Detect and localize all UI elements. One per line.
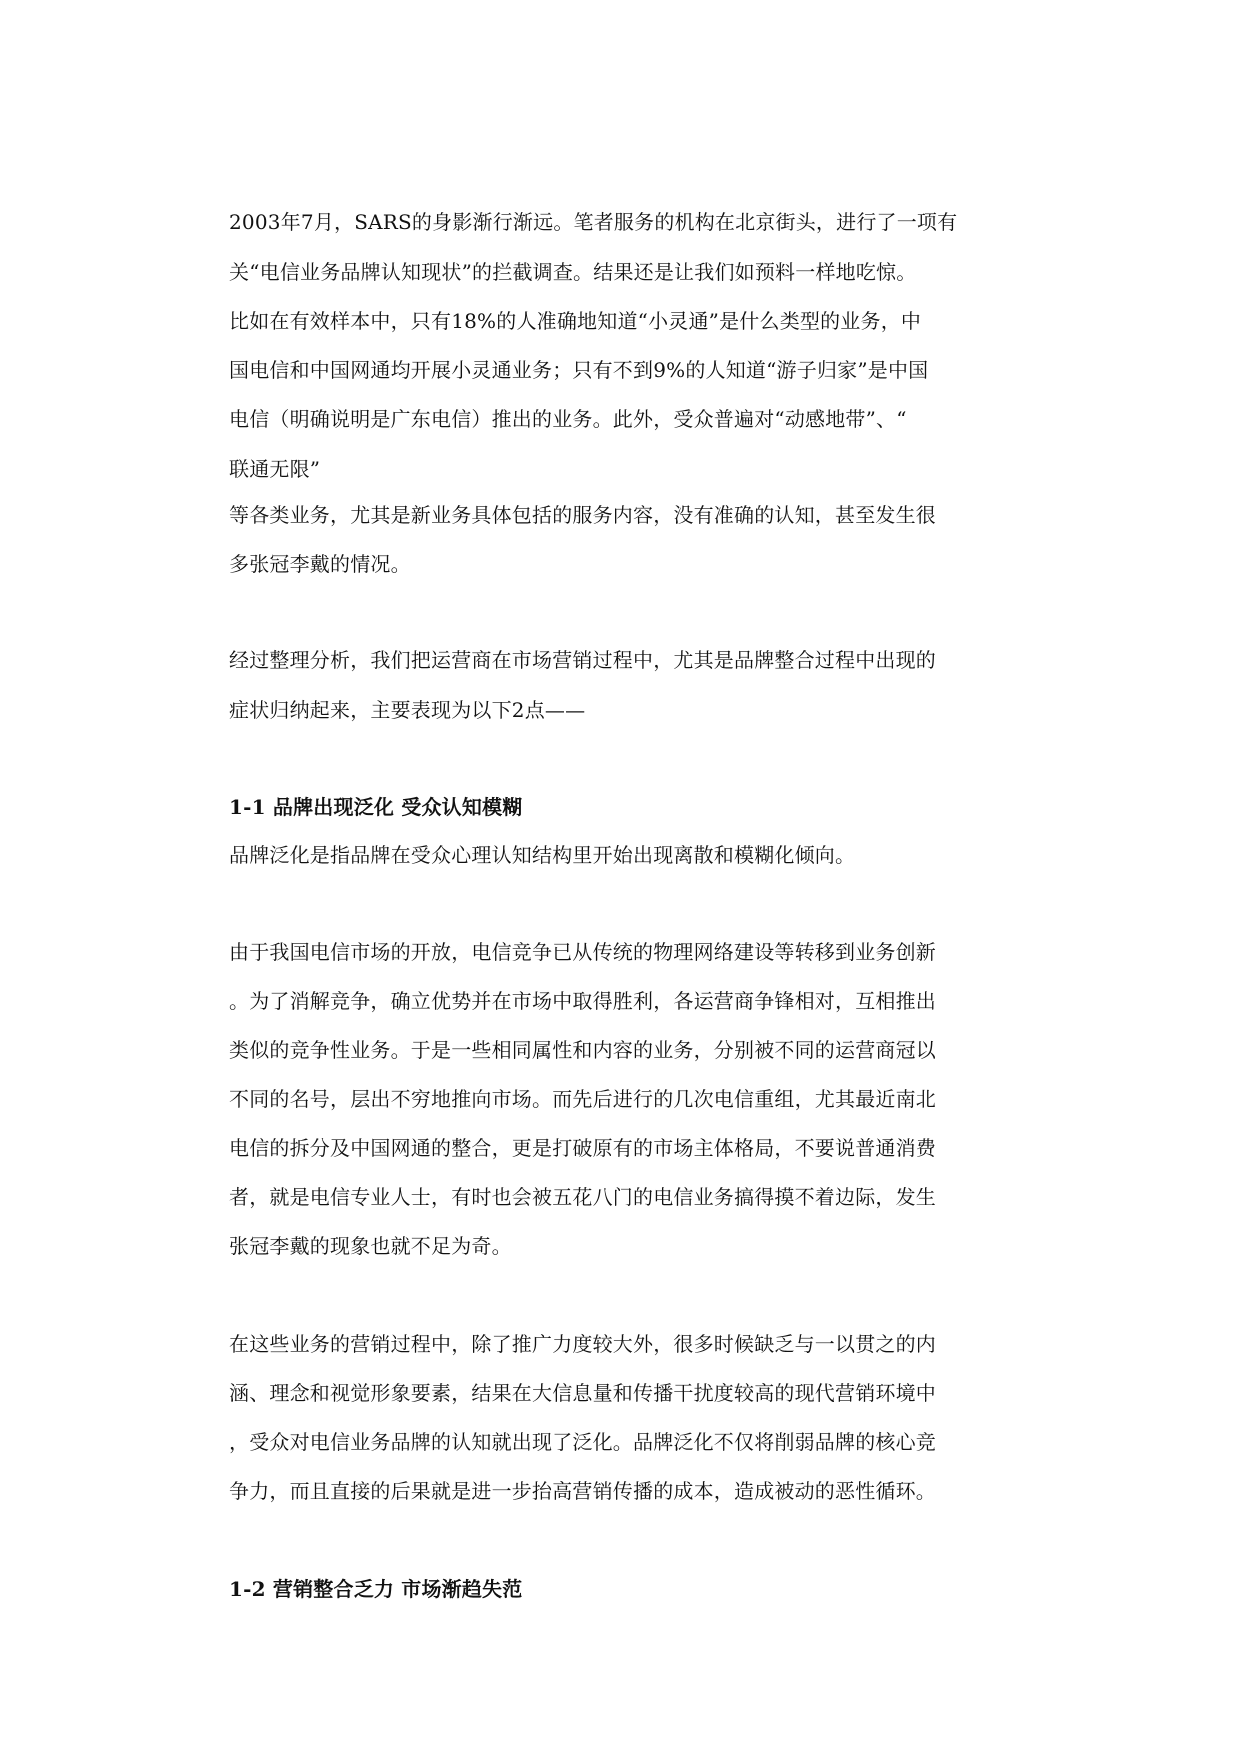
section-heading-1-1: 1-1 品牌出现泛化 受众认知模糊 bbox=[229, 795, 523, 819]
paragraph-4-line-2: 。为了消解竞争，确立优势并在市场中取得胜利，各运营商争锋相对，互相推出 bbox=[229, 989, 936, 1013]
paragraph-1-line-4: 国电信和中国网通均开展小灵通业务；只有不到9%的人知道“游子归家”是中国 bbox=[229, 358, 929, 382]
paragraph-3-line-1: 品牌泛化是指品牌在受众心理认知结构里开始出现离散和模糊化倾向。 bbox=[229, 843, 856, 867]
paragraph-1-line-6: 联通无限” bbox=[229, 457, 321, 481]
paragraph-2-line-1: 经过整理分析，我们把运营商在市场营销过程中，尤其是品牌整合过程中出现的 bbox=[229, 648, 936, 672]
section-heading-1-2: 1-2 营销整合乏力 市场渐趋失范 bbox=[229, 1577, 523, 1601]
paragraph-5-line-4: 争力，而且直接的后果就是进一步抬高营销传播的成本，造成被动的恶性循环。 bbox=[229, 1479, 936, 1503]
paragraph-1-line-8: 多张冠李戴的情况。 bbox=[229, 552, 411, 576]
paragraph-5-line-1: 在这些业务的营销过程中，除了推广力度较大外，很多时候缺乏与一以贯之的内 bbox=[229, 1332, 936, 1356]
paragraph-1-line-3: 比如在有效样本中，只有18%的人准确地知道“小灵通”是什么类型的业务，中 bbox=[229, 309, 922, 333]
paragraph-4-line-1: 由于我国电信市场的开放，电信竞争已从传统的物理网络建设等转移到业务创新 bbox=[229, 940, 936, 964]
paragraph-4-line-4: 不同的名号，层出不穷地推向市场。而先后进行的几次电信重组，尤其最近南北 bbox=[229, 1087, 936, 1111]
paragraph-2-line-2: 症状归纳起来，主要表现为以下2点—— bbox=[229, 698, 586, 722]
paragraph-1-line-7: 等各类业务，尤其是新业务具体包括的服务内容，没有准确的认知，甚至发生很 bbox=[229, 503, 936, 527]
paragraph-4-line-5: 电信的拆分及中国网通的整合，更是打破原有的市场主体格局，不要说普通消费 bbox=[229, 1136, 936, 1160]
paragraph-1-line-1: 2003年7月，SARS的身影渐行渐远。笔者服务的机构在北京街头，进行了一项有 bbox=[229, 210, 958, 234]
paragraph-5-line-2: 涵、理念和视觉形象要素，结果在大信息量和传播干扰度较高的现代营销环境中 bbox=[229, 1381, 936, 1405]
paragraph-4-line-3: 类似的竞争性业务。于是一些相同属性和内容的业务，分别被不同的运营商冠以 bbox=[229, 1038, 936, 1062]
paragraph-4-line-7: 张冠李戴的现象也就不足为奇。 bbox=[229, 1234, 512, 1258]
paragraph-5-line-3: ，受众对电信业务品牌的认知就出现了泛化。品牌泛化不仅将削弱品牌的核心竞 bbox=[229, 1430, 936, 1454]
paragraph-1-line-5: 电信（明确说明是广东电信）推出的业务。此外，受众普遍对“动感地带”、“ bbox=[229, 407, 907, 431]
paragraph-1-line-2: 关“电信业务品牌认知现状”的拦截调查。结果还是让我们如预料一样地吃惊。 bbox=[229, 260, 917, 284]
paragraph-4-line-6: 者，就是电信专业人士，有时也会被五花八门的电信业务搞得摸不着边际，发生 bbox=[229, 1185, 936, 1209]
